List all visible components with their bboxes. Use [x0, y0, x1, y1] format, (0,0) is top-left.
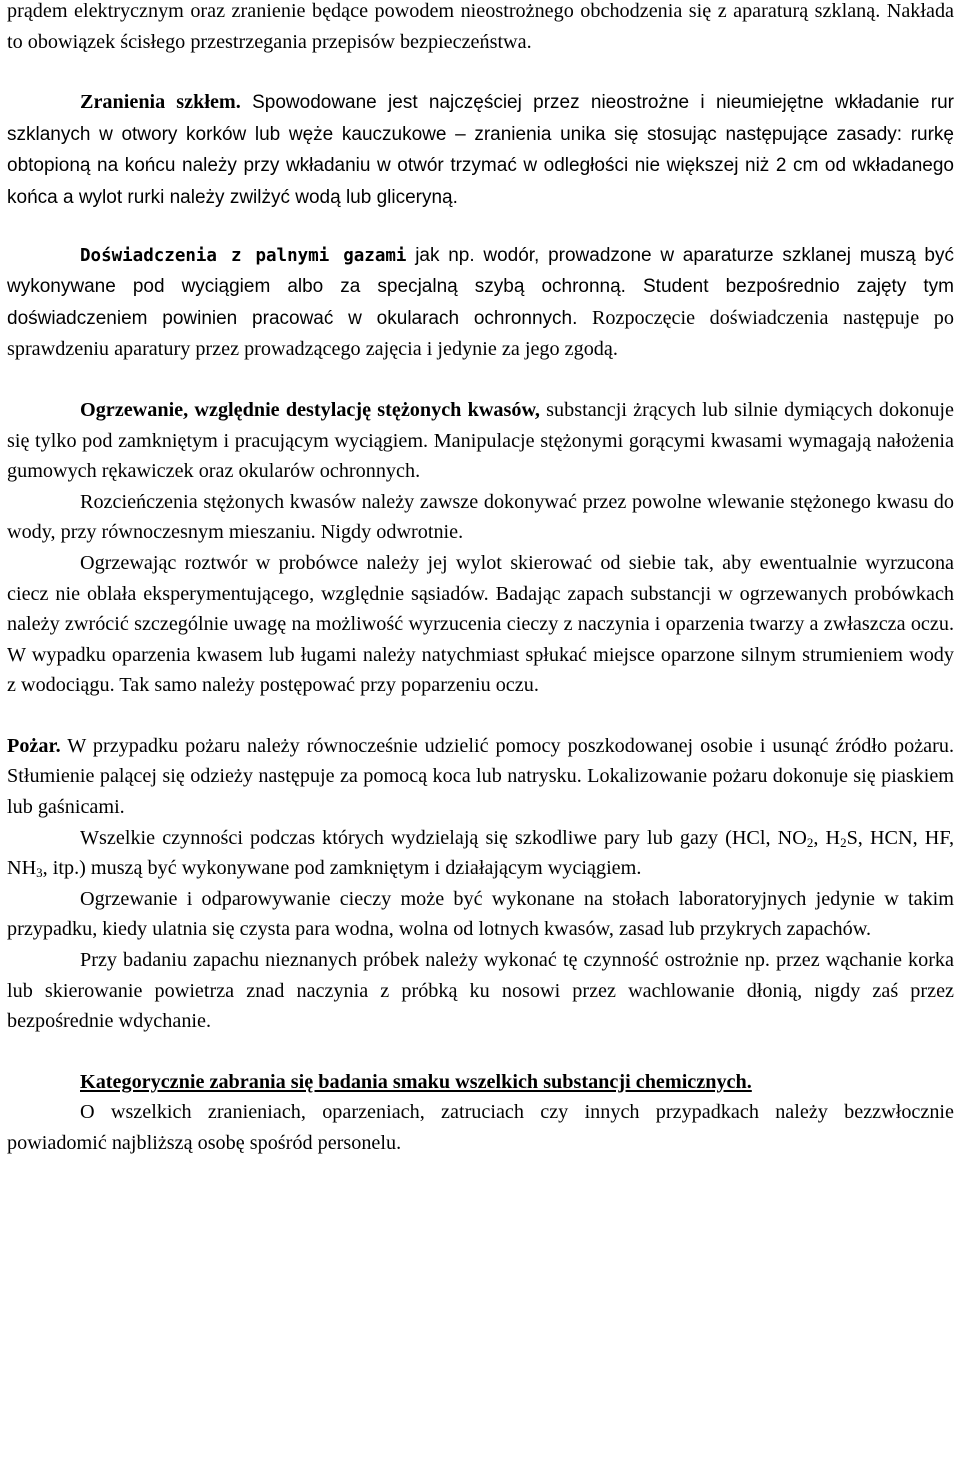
paragraph-smell-testing: [7, 945, 954, 1037]
paragraph-heating-acids: [7, 395, 954, 487]
paragraph-text: Rozcieńczenia stężonych kwasów należy zawsze dokonywać przez powolne wlewanie stężonego kwasu do wody, przy równoczesnym mieszaniu. Nigdy odwrotnie.: [7, 490, 954, 544]
subscript: 3: [36, 865, 43, 881]
subscript: 2: [840, 834, 847, 850]
paragraph-fire: [7, 731, 954, 823]
warning-taste-prohibition: Kategorycznie zabrania się badania smaku wszelkich substancji chemicznych.: [80, 1070, 752, 1093]
paragraph-harmful-gases: [7, 823, 954, 884]
paragraph-text-serif: Rozpoczęcie doświadczenia następuje po sprawdzeniu aparatury przez prowadzącego zajęcia i jedynie za jego zgodą.: [7, 306, 954, 361]
paragraph-evaporation: [7, 884, 954, 945]
paragraph-test-tube-heating: [7, 548, 954, 701]
paragraph-text: , itp.) muszą być wykonywane pod zamkniętym i działającym wyciągiem.: [42, 857, 642, 880]
paragraph-text: Przy badaniu zapachu nieznanych próbek należy wykonać tę czynność ostrożnie np. przez wąchanie korka lub skierowanie powietrza znad naczynia z próbką ku nosowi przez wachlowanie dłonią, nigdy zaś przez bezpośrednie wdychanie.: [7, 949, 954, 1033]
paragraph-text-sans: jak np. wodór, prowadzone w aparaturze szklanej muszą być wykonywane pod wyciągiem albo za specjalną szybą ochronną. Student bezpośrednio zajęty tym doświadczeniem powinien pracować w okularach ochronnych.: [7, 244, 954, 329]
section-heading-gases: Doświadczenia z palnymi gazami: [80, 245, 407, 266]
section-heading-fire: Pożar.: [7, 734, 61, 757]
paragraph-text: Wszelkie czynności podczas których wydzielają się szkodliwe pary lub gazy (HCl, NO: [80, 826, 807, 849]
subscript: 2: [806, 834, 814, 850]
paragraph-text: Ogrzewanie i odparowywanie cieczy może być wykonane na stołach laboratoryjnych jedynie w takim przypadku, kiedy ulatnia się czysta para wodna, wolna od lotnych kwasów, zasad lub przykrych zapachów.: [7, 887, 954, 941]
paragraph-text: prądem elektrycznym oraz zranienie będące powodem nieostrożnego obchodzenia się z aparaturą szklaną. Nakłada to obowiązek ścisłego przestrzegania przepisów bezpieczeństwa.: [7, 0, 954, 53]
paragraph-text: W przypadku pożaru należy równocześnie udzielić pomocy poszkodowanej osobie i usunąć źródło pożaru. Stłumienie palącej się odzieży następuje za pomocą koca lub natrysku. Lokalizowanie pożaru dokonuje się piaskiem lub gaśnicami.: [7, 734, 954, 819]
paragraph-flammable-gases: [7, 240, 954, 365]
paragraph-intro-continuation: [7, 0, 954, 57]
paragraph-text: Ogrzewając roztwór w probówce należy jej wylot skierować od siebie tak, aby ewentualnie wyrzucona ciecz nie oblała eksperymentującego, względnie sąsiadów. Badając zapach substancji w ogrzewanych probówkach należy zwrócić szczególnie uwagę na możliwość wyrzucenia cieczy z naczynia i oparzenia twarzy a zwłaszcza oczu. W wypadku oparzenia kwasem lub ługami należy natychmiast spłukać miejsce oparzone silnym strumieniem wody z wodociągu. Tak samo należy postępować przy poparzeniu oczu.: [7, 551, 954, 697]
paragraph-glass-injuries: [7, 87, 954, 213]
paragraph-text: S, HCN, HF, NH: [7, 826, 954, 880]
paragraph-taste-prohibition: [7, 1067, 954, 1098]
paragraph-text: substancji żrących lub silnie dymiących dokonuje się tylko pod zamkniętym i pracującym wyciągiem. Manipulacje stężonymi gorącymi kwasami wymagają nałożenia gumowych rękawiczek oraz okularów ochronnych.: [7, 398, 954, 483]
paragraph-report-injuries: [7, 1097, 954, 1158]
document-page: [7, 0, 954, 1159]
paragraph-text: , H: [813, 826, 841, 849]
paragraph-dilution: [7, 487, 954, 548]
section-heading-acids: Ogrzewanie, względnie destylację stężonych kwasów,: [80, 398, 540, 421]
paragraph-text: Spowodowane jest najczęściej przez nieostrożne i nieumiejętne wkładanie rur szklanych w otwory korków lub węże kauczukowe – zranienia unika się stosując następujące zasady: rurkę obtopioną na końcu należy przy wkładaniu w otwór trzymać w odległości nie większej niż 2 cm od wkładanego końca a wylot rurki należy zwilżyć wodą lub gliceryną.: [7, 92, 954, 208]
section-heading-glass: Zranienia szkłem.: [80, 91, 241, 114]
paragraph-text: O wszelkich zranieniach, oparzeniach, zatruciach czy innych przypadkach należy bezzwłocznie powiadomić najbliższą osobę spośród personelu.: [7, 1101, 954, 1154]
